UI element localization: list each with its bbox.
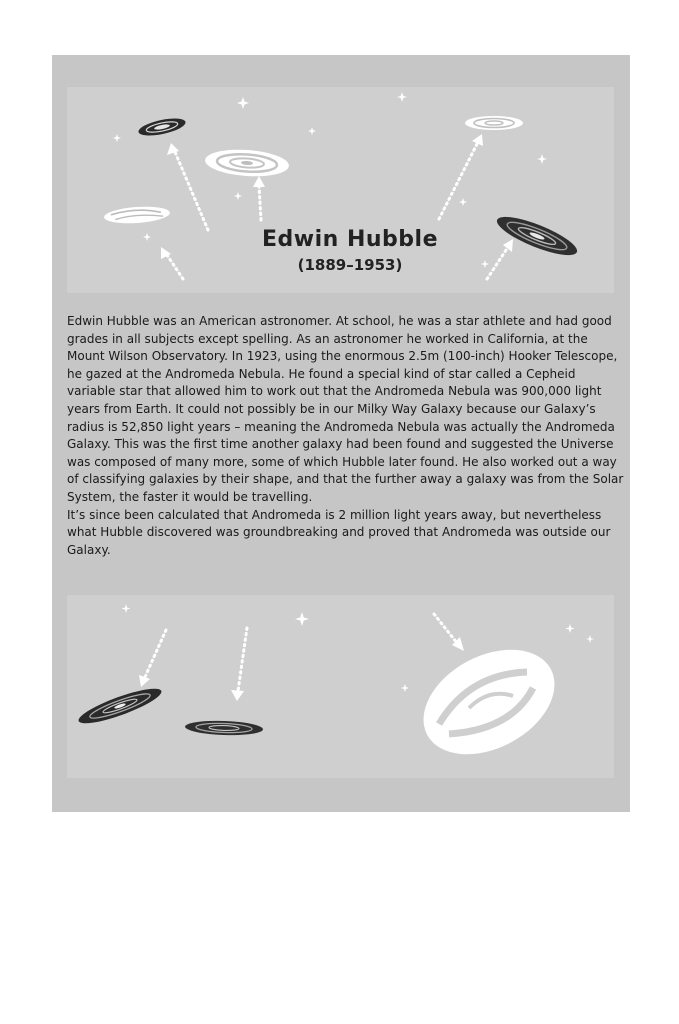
arrowheads xyxy=(139,637,464,701)
galaxy-illustration-top xyxy=(67,87,614,293)
spiral-galaxy-icon xyxy=(185,720,263,737)
galaxy-scene-bottom xyxy=(67,595,614,778)
dotted-arrow-icon xyxy=(145,614,457,691)
galaxy-illustration-bottom xyxy=(67,595,614,778)
paragraph: Edwin Hubble was an American astronomer. At school, he was a star athlete and had good grades in all subjects except spelling. As an astronomer he worked in California, at the Mount Wilson Observatory. In 1923, using the enormous 2.5m (100-inch) Hooker Telescope, he gazed at the Andromeda Nebula. He found a special kind of star called a Cepheid variable star that allowed him to work out that the Andromeda Nebula was 900,000 light years from Earth. It could not possibly be in our Milky Way Galaxy because our Galaxy’s radius is 52,850 light years – meaning the Andromeda Nebula was actually the Andromeda Galaxy. This was the first time another galaxy had been found and suggested the Universe was composed of many more, some of which Hubble later found. He also worked out a way of classifying galaxies by their shape, and that the further away a galaxy was from the Solar System, the faster it would be travelling. xyxy=(67,314,624,504)
spiral-galaxy-icon xyxy=(465,116,523,130)
page-card xyxy=(52,55,630,812)
spiral-galaxy-icon xyxy=(76,682,165,729)
spiral-galaxy-icon xyxy=(104,205,171,226)
paragraph: It’s since been calculated that Andromeda is 2 million light years away, but nevertheless what Hubble discovered was groundbreaking and proved that Andromeda was outside our Galaxy. xyxy=(67,507,611,557)
page-title: Edwin Hubble xyxy=(262,227,438,252)
spiral-galaxy-icon xyxy=(406,629,573,776)
life-dates: (1889–1953) xyxy=(297,256,403,274)
spiral-galaxy-icon xyxy=(137,115,187,139)
spiral-galaxy-icon xyxy=(493,210,581,263)
spiral-galaxy-icon xyxy=(204,147,290,179)
biography-text xyxy=(67,313,627,559)
